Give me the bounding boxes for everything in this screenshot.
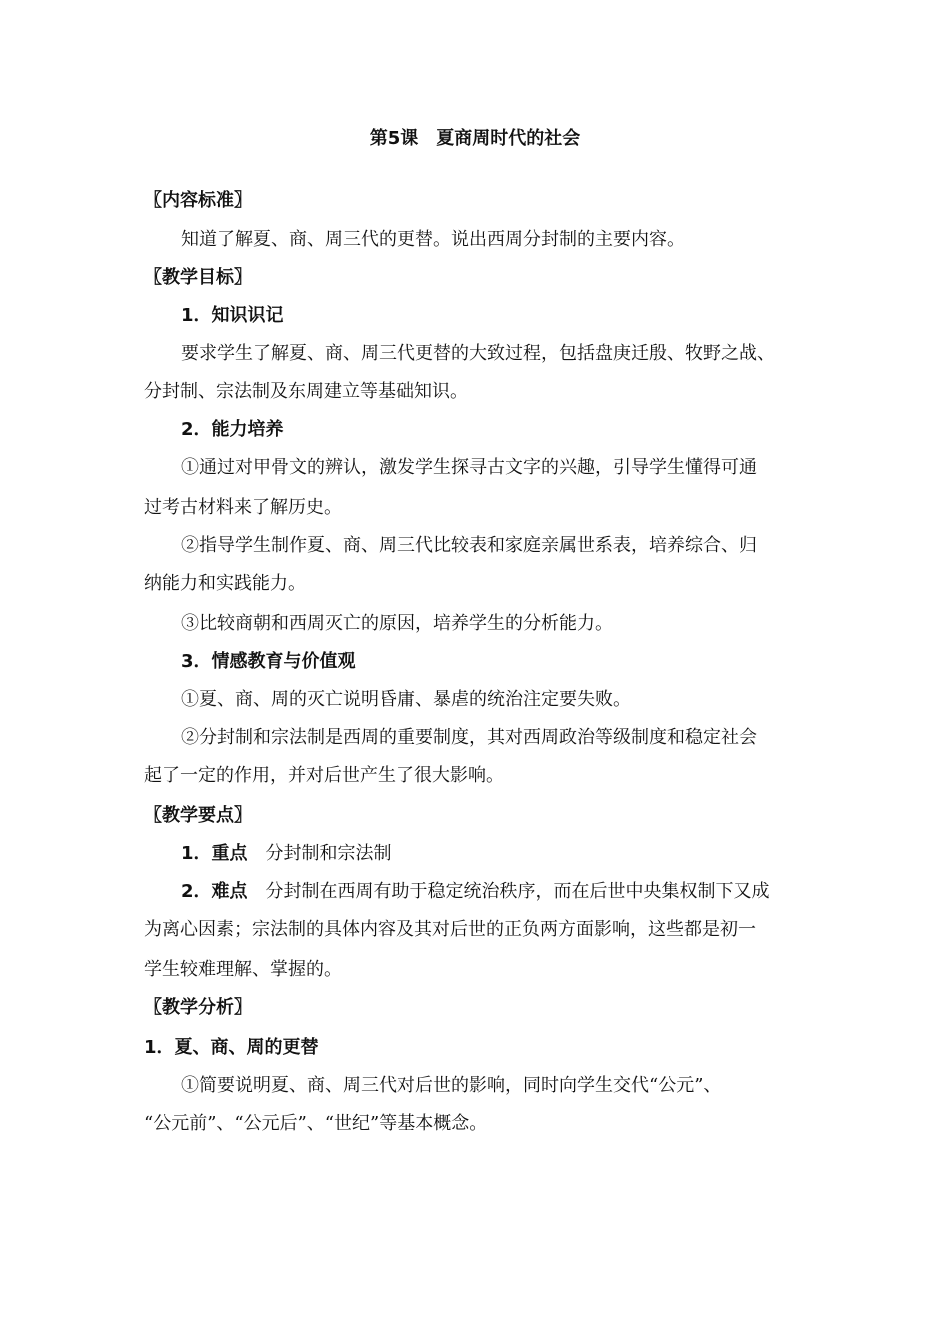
- lesson-title: 第5课 夏商周时代的社会: [369, 128, 581, 149]
- knowledge-line-2: 分封制、宗法制及东周建立等基础知识。: [144, 381, 468, 402]
- ability-item-3: ③比较商朝和西周灭亡的原因，培养学生的分析能力。: [181, 613, 613, 634]
- difficulty-line-2: 为离心因素；宗法制的具体内容及其对后世的正负两方面影响，这些都是初一: [144, 919, 756, 940]
- difficulty-line-3: 学生较难理解、掌握的。: [144, 959, 342, 980]
- knowledge-heading: 1．知识识记: [181, 305, 284, 326]
- ability-item-1-line-1: ①通过对甲骨文的辨认，激发学生探寻古文字的兴趣，引导学生懂得可通: [181, 457, 757, 478]
- difficulty-row: [181, 880, 770, 904]
- analysis-item-1-line-1: ①简要说明夏、商、周三代对后世的影响，同时向学生交代“公元”、: [181, 1075, 722, 1096]
- focus-row: [181, 842, 392, 866]
- ability-item-2-line-2: 纳能力和实践能力。: [144, 573, 306, 594]
- emotion-item-2-line-1: ②分封制和宗法制是西周的重要制度，其对西周政治等级制度和稳定社会: [181, 727, 757, 748]
- section-heading-analysis: 〖教学分析〗: [144, 997, 252, 1018]
- knowledge-line-1: 要求学生了解夏、商、周三代更替的大致过程，包括盘庚迁殷、牧野之战、: [181, 343, 775, 364]
- section-heading-key-points: 〖教学要点〗: [144, 805, 252, 826]
- focus-text: 分封制和宗法制: [265, 843, 392, 864]
- ability-item-2-line-1: ②指导学生制作夏、商、周三代比较表和家庭亲属世系表，培养综合、归: [181, 535, 757, 556]
- analysis-sub-1-heading: 1．夏、商、周的更替: [144, 1037, 319, 1058]
- emotion-heading: 3．情感教育与价值观: [181, 651, 356, 672]
- focus-label: 1．重点: [181, 843, 248, 864]
- section-heading-content-standard: 〖内容标准〗: [144, 190, 252, 211]
- difficulty-label: 2．难点: [181, 881, 248, 902]
- analysis-item-1-line-2: “公元前”、“公元后”、“世纪”等基本概念。: [144, 1113, 488, 1134]
- ability-item-1-line-2: 过考古材料来了解历史。: [144, 497, 342, 518]
- emotion-item-2-line-2: 起了一定的作用，并对后世产生了很大影响。: [144, 765, 504, 786]
- section-heading-teaching-goals: 〖教学目标〗: [144, 267, 252, 288]
- emotion-item-1: ①夏、商、周的灭亡说明昏庸、暴虐的统治注定要失败。: [181, 689, 631, 710]
- ability-heading: 2．能力培养: [181, 419, 284, 440]
- content-standard-text: 知道了解夏、商、周三代的更替。说出西周分封制的主要内容。: [181, 229, 685, 250]
- difficulty-line-1: 分封制在西周有助于稳定统治秩序，而在后世中央集权制下又成: [265, 881, 770, 902]
